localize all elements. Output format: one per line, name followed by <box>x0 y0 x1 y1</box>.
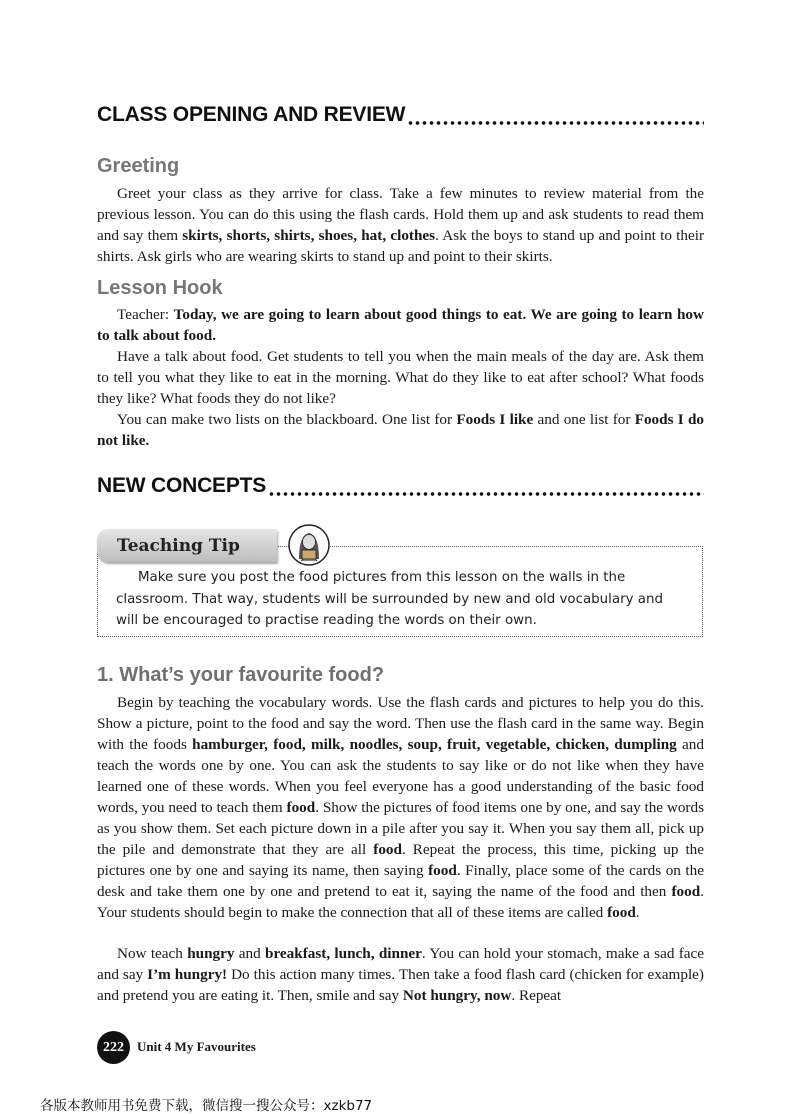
hook-paragraph: Have a talk about food. Get students to tell you when the main meals of the day are. Ask them to tell you what they like to eat in the morning. What do they like to eat after school? What foods they like? What foods they do not like? <box>97 348 704 407</box>
dotted-rule <box>268 491 704 497</box>
section-heading-class-opening <box>97 103 704 127</box>
activity-paragraph-1: Begin by teaching the vocabulary words. Use the flash cards and pictures to help you do this. Show a picture, point to the food and say the word. Then use the flash card in the same way. Begin with the foods hamburger, food, milk, noodles, soup, fruit, vegetable, chicken, dumpling and teach the words one by one. You can ask the students to say like or do not like when they have learned one of these words. When you feel everyone has a good understanding of the basic food words, you need to teach them food. Show the pictures of food items one by one, and say the words as you show them. Set each picture down in a pile after you say it. When you say them all, pick up the pile and demonstrate that they are all food. Repeat the process, this time, picking up the pictures one by one and saying its name, then saying food. Finally, place some of the cards on the desk and take them one by one and pretend to eat it, saying the name of the food and then food. Your students should begin to make the connection that all of these items are called food. <box>97 694 704 921</box>
subheading-greeting: Greeting <box>97 155 180 177</box>
teaching-tip-label: Teaching Tip <box>117 535 240 556</box>
unit-label: Unit 4 My Favourites <box>137 1039 256 1054</box>
section-title: CLASS OPENING AND REVIEW <box>97 103 406 126</box>
page-number-badge: 222 <box>97 1031 130 1064</box>
watermark-text: 各版本教师用书免费下载，微信搜一搜公众号：xzkb77 <box>40 1098 373 1114</box>
greeting-paragraph: Greet your class as they arrive for class. Take a few minutes to review material from the previous lesson. You can do this using the flash cards. Hold them up and ask students to read them and say them skirts, shorts, shirts, shoes, hat, clothes. Ask the boys to stand up and point to their shirts. Ask girls who are wearing skirts to stand up and point to their skirts. <box>97 185 705 265</box>
hook-lists-paragraph: You can make two lists on the blackboard. One list for Foods I like and one list for Foods I do not like. <box>97 411 704 449</box>
teacher-avatar-icon <box>287 523 331 567</box>
teaching-tip-text: Make sure you post the food pictures from this lesson on the walls in the classroom. That way, students will be surrounded by new and old vocabulary and will be encouraged to practise reading the words on their own. <box>116 570 663 628</box>
section-heading-new-concepts <box>97 474 704 498</box>
dotted-rule <box>407 120 704 126</box>
activity-paragraph-2: Now teach hungry and breakfast, lunch, dinner. You can hold your stomach, make a sad face and say I’m hungry! Do this action many times. Then take a food flash card (chicken for example) and pretend you are eating it. Then, smile and say Not hungry, now. Repeat <box>97 945 704 1004</box>
section-title: NEW CONCEPTS <box>97 474 267 497</box>
activity-heading: 1. What’s your favourite food? <box>97 664 385 686</box>
teaching-tip-tab <box>97 529 277 562</box>
hook-teacher-line: Teacher: Today, we are going to learn about good things to eat. We are going to learn how to talk about food. <box>97 306 704 344</box>
subheading-lesson-hook: Lesson Hook <box>97 277 223 299</box>
